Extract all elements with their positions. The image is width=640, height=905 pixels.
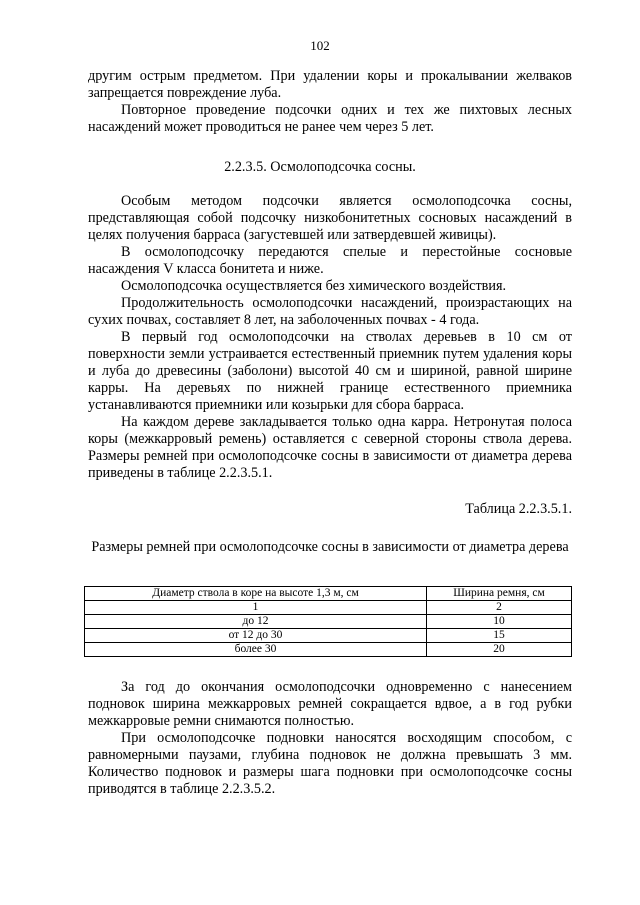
table-cell: 10 xyxy=(427,615,572,629)
table-cell: 15 xyxy=(427,629,572,643)
table-cell: до 12 xyxy=(85,615,427,629)
table-cell: более 30 xyxy=(85,643,427,657)
table-cell: от 12 до 30 xyxy=(85,629,427,643)
paragraph: Особым методом подсочки является осмолоподсочка сосны, представляющая собой подсочку низкобонитетных сосновых насаждений в целях получения барраса (загустевшей или затвердевшей живицы). xyxy=(88,193,572,243)
bottom-text-block xyxy=(88,679,572,798)
paragraph: В первый год осмолоподсочки на стволах деревьев в 10 см от поверхности земли устраивается естественный приемник путем удаления коры и луба до древесины (заболони) высотой 40 см и шириной, равной ширине карры. На деревьях по нижней границе естественного приемника устанавливаются приемники или козырьки для сбора барраса. xyxy=(88,329,572,413)
belt-size-table xyxy=(84,586,572,657)
paragraph: другим острым предметом. При удалении коры и прокалывании желваков запрещается повреждение луба. xyxy=(88,68,572,101)
table-title: Размеры ремней при осмолоподсочке сосны в зависимости от диаметра дерева xyxy=(91,539,569,555)
top-text-block xyxy=(88,68,572,136)
paragraph: За год до окончания осмолоподсочки одновременно с нанесением подновок ширина межкарровых ремней сокращается вдвое, а в год рубки межкарровые ремни снимаются полностью. xyxy=(88,679,572,729)
table-column-number-row xyxy=(85,601,572,615)
paragraph: При осмолоподсочке подновки наносятся восходящим способом, с равномерными паузами, глубина подновок не должна превышать 3 мм. Количество подновок и размеры шага подновки при осмолоподсочке сосны приводятся в таблице 2.2.3.5.2. xyxy=(88,730,572,797)
section-text-block xyxy=(88,193,572,482)
table-label: Таблица 2.2.3.5.1. xyxy=(465,501,572,517)
section-heading: 2.2.3.5. Осмолоподсочка сосны. xyxy=(224,159,416,175)
table-cell: 2 xyxy=(427,601,572,615)
paragraph: Повторное проведение подсочки одних и тех же пихтовых лесных насаждений может проводиться не ранее чем через 5 лет. xyxy=(88,102,572,135)
paragraph: В осмолоподсочку передаются спелые и перестойные сосновые насаждения V класса бонитета и ниже. xyxy=(88,244,572,277)
paragraph: Продолжительность осмолоподсочки насаждений, произрастающих на сухих почвах, составляет 8 лет, на заболоченных почвах - 4 года. xyxy=(88,295,572,328)
table-row xyxy=(85,615,572,629)
page-number: 102 xyxy=(310,38,330,53)
paragraph: Осмолоподсочка осуществляется без химического воздействия. xyxy=(121,278,507,294)
table-header-row xyxy=(85,587,572,601)
table-header-cell: Ширина ремня, см xyxy=(427,587,572,601)
table-row xyxy=(85,643,572,657)
table-cell: 1 xyxy=(85,601,427,615)
table-cell: 20 xyxy=(427,643,572,657)
paragraph: На каждом дереве закладывается только одна карра. Нетронутая полоса коры (межкарровый ремень) оставляется с северной стороны ствола дерева. Размеры ремней при осмолоподсочке сосны в зависимости от диаметра дерева приведены в таблице 2.2.3.5.1. xyxy=(88,414,572,481)
table-header-cell: Диаметр ствола в коре на высоте 1,3 м, см xyxy=(85,587,427,601)
table-row xyxy=(85,629,572,643)
